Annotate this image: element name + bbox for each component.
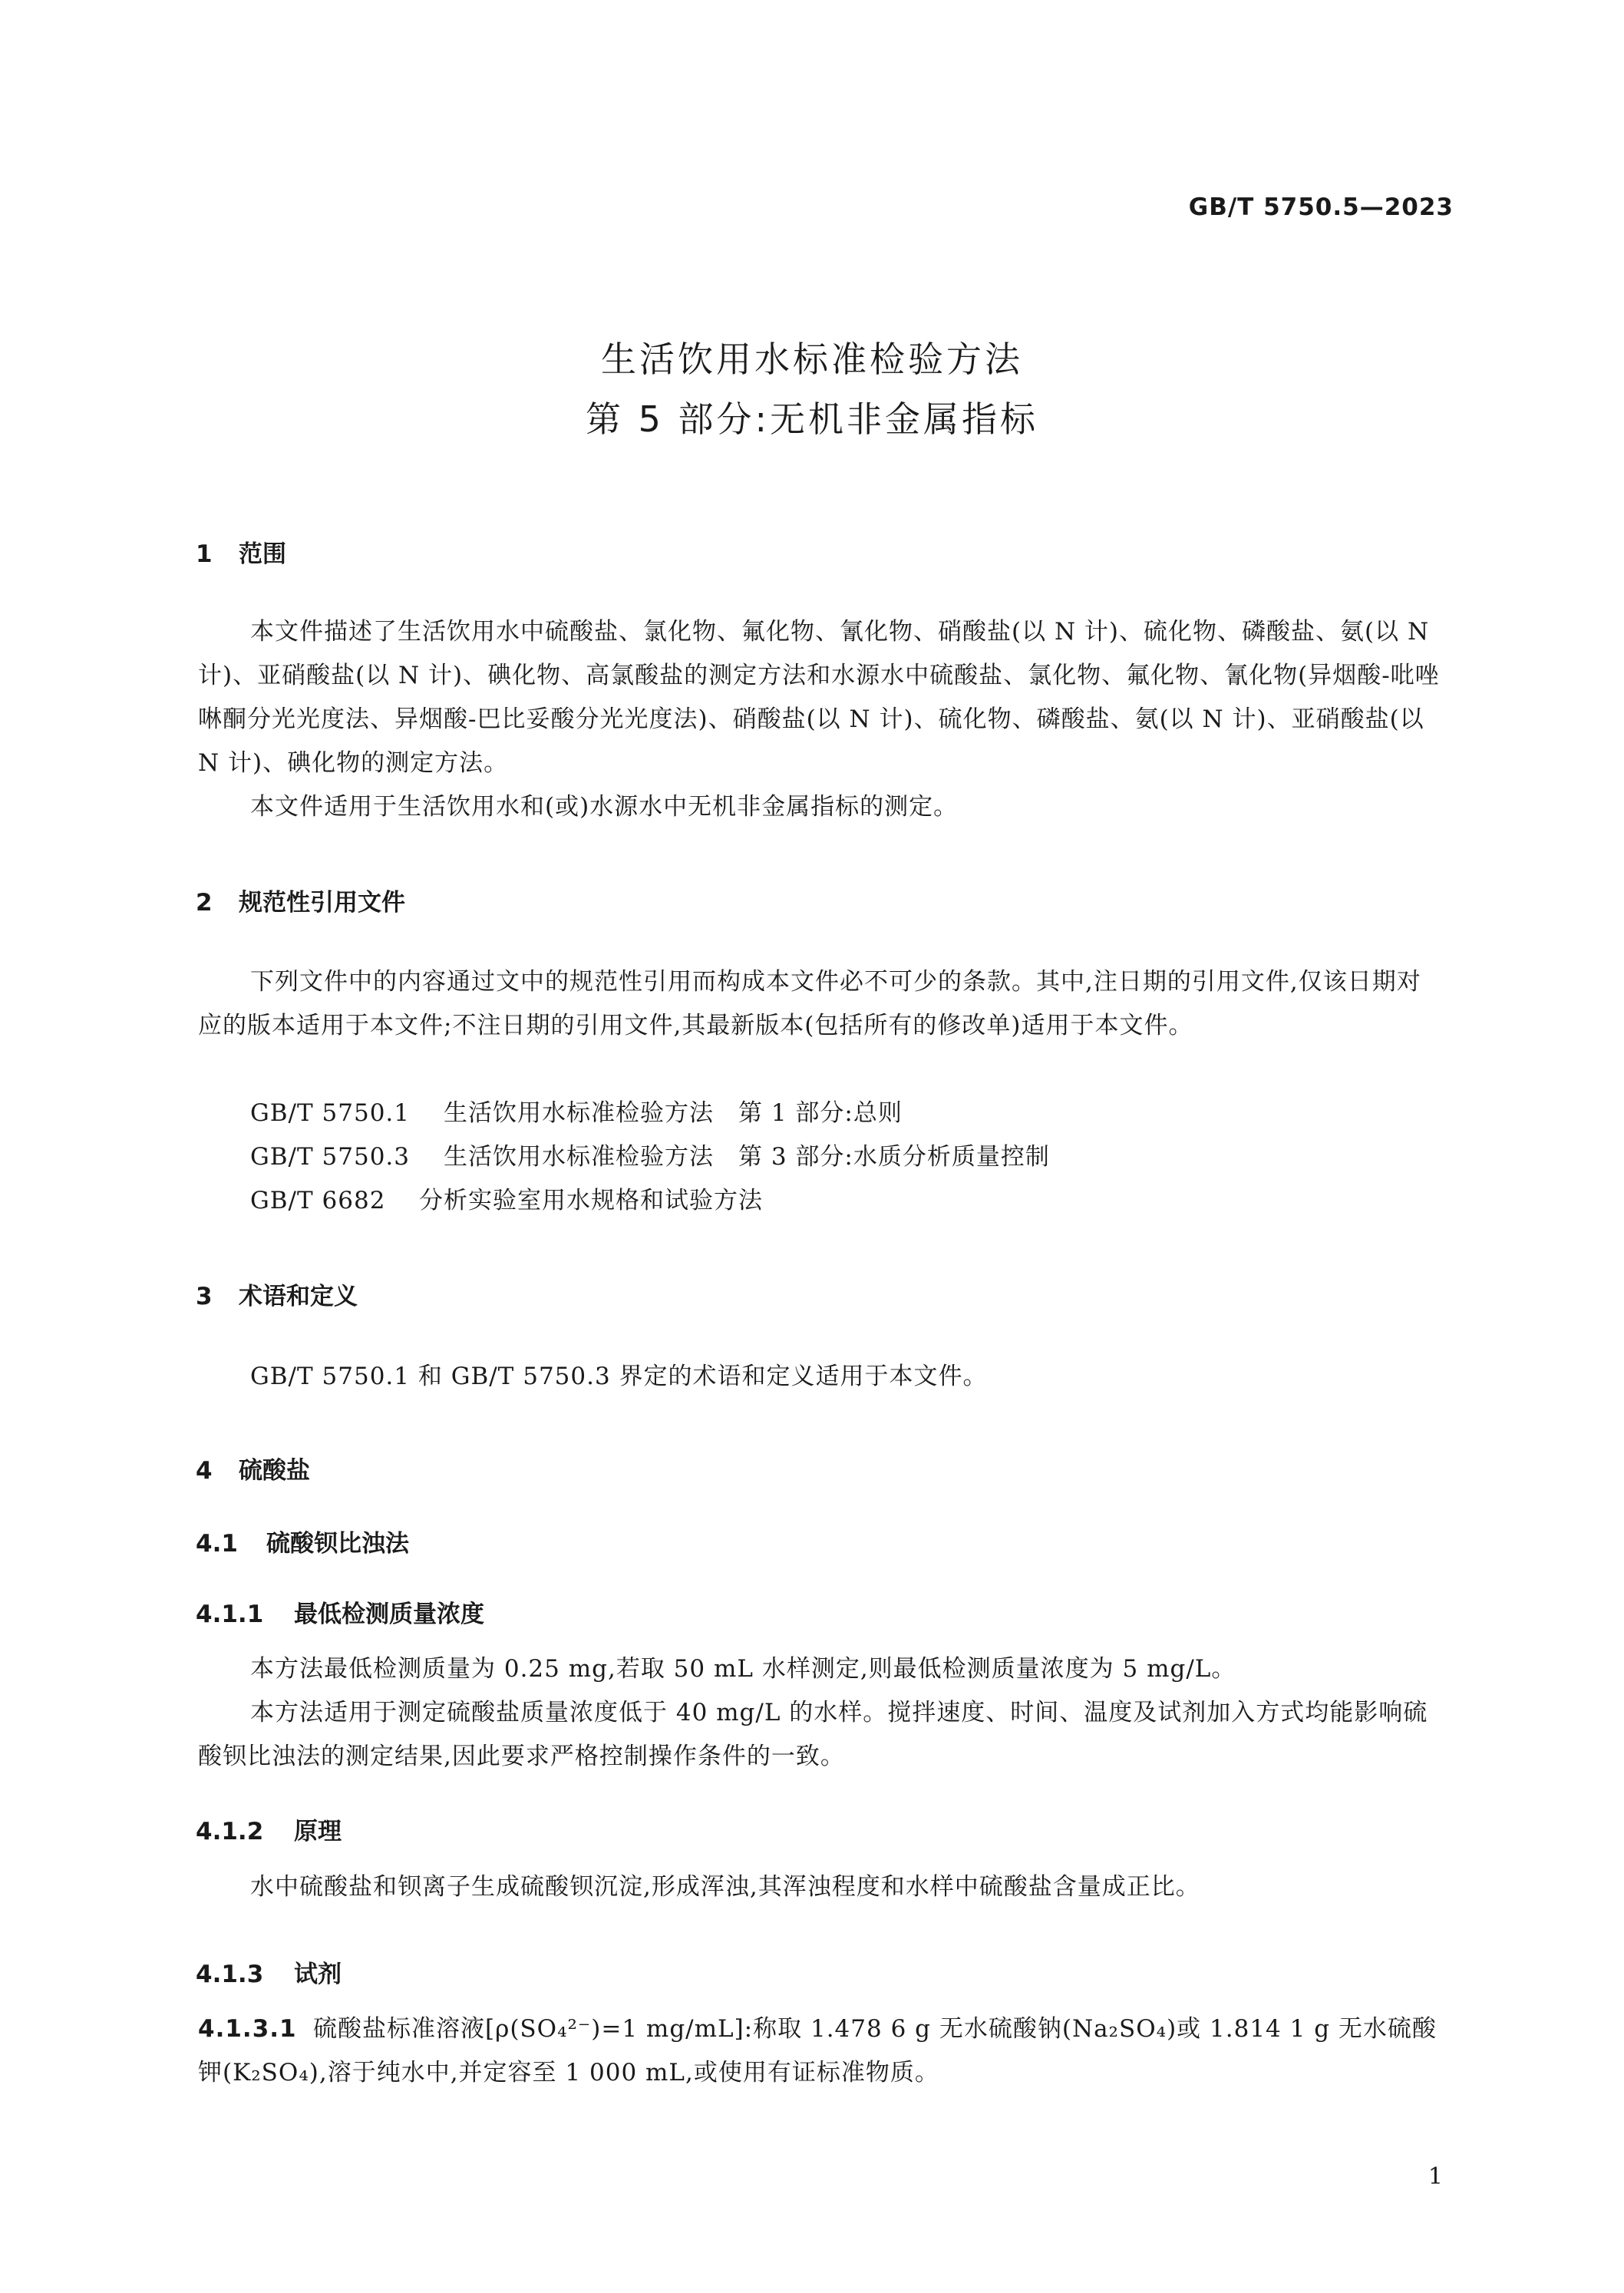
document-subtitle: 第 5 部分:无机非金属指标	[585, 398, 1038, 440]
section-number: 4.1.2	[196, 1818, 264, 1845]
section-heading-3	[196, 1277, 358, 1311]
section-heading-1	[196, 534, 286, 569]
clause-text: 硫酸盐标准溶液[ρ(SO₄²⁻)=1 mg/mL]:称取 1.478 6 g 无水硫酸钠(Na₂SO₄)或 1.814 1 g 无水硫酸钾(K₂SO₄),溶于纯水中,并定容至 1 000 mL,或使用有证标准物质。	[198, 2015, 1437, 2086]
section-heading-2	[196, 883, 405, 917]
section-number: 2	[196, 889, 213, 917]
section-heading-4	[196, 1451, 310, 1485]
section-number: 4.1	[196, 1530, 238, 1558]
section-number: 1	[196, 540, 213, 568]
standard-code: GB/T 5750.5—2023	[1188, 193, 1454, 221]
page-number: 1	[1428, 2163, 1443, 2190]
clause-number: 4.1.3.1	[198, 2015, 297, 2043]
reference-code: GB/T 5750.3	[250, 1143, 410, 1171]
reference-item	[250, 1179, 763, 1223]
reference-title: 生活饮用水标准检验方法 第 3 部分:水质分析质量控制	[444, 1143, 1050, 1171]
reagent-clause	[198, 2007, 1441, 2095]
reference-code: GB/T 6682	[250, 1187, 386, 1214]
section-number: 4.1.3	[196, 1961, 264, 1988]
principle-paragraph: 水中硫酸盐和钡离子生成硫酸钡沉淀,形成浑浊,其浑浊程度和水样中硫酸盐含量成正比。	[250, 1873, 1200, 1901]
subsection-heading-4-1	[196, 1524, 409, 1558]
reference-title: 生活饮用水标准检验方法 第 1 部分:总则	[444, 1099, 903, 1127]
section-title: 规范性引用文件	[239, 889, 405, 917]
terms-paragraph: GB/T 5750.1 和 GB/T 5750.3 界定的术语和定义适用于本文件。	[250, 1363, 988, 1390]
normative-references-paragraph: 下列文件中的内容通过文中的规范性引用而构成本文件必不可少的条款。其中,注日期的引用文件,仅该日期对应的版本适用于本文件;不注日期的引用文件,其最新版本(包括所有的修改单)适用于本文件。	[198, 968, 1421, 1039]
section-title: 原理	[294, 1818, 342, 1845]
subsection-heading-4-1-3	[196, 1954, 342, 1989]
reference-code: GB/T 5750.1	[250, 1099, 410, 1127]
document-title: 生活饮用水标准检验方法	[601, 339, 1023, 380]
section-title: 试剂	[294, 1961, 342, 1988]
subsection-heading-4-1-1	[196, 1594, 484, 1629]
detection-limit-paragraph: 本方法最低检测质量为 0.25 mg,若取 50 mL 水样测定,则最低检测质量浓度为 5 mg/L。	[250, 1655, 1236, 1683]
section-title: 硫酸钡比浊法	[266, 1530, 409, 1558]
section-title: 术语和定义	[239, 1283, 358, 1310]
scope-paragraph: 本文件描述了生活饮用水中硫酸盐、氯化物、氟化物、氰化物、硝酸盐(以 N 计)、硫化物、磷酸盐、氨(以 N 计)、亚硝酸盐(以 N 计)、碘化物、高氯酸盐的测定方法和水源水中硫酸盐、氯化物、氟化物、氰化物(异烟酸-吡唑啉酮分光光度法、异烟酸-巴比妥酸分光光度法)、硝酸盐(以 N 计)、硫化物、磷酸盐、氨(以 N 计)、亚硝酸盐(以 N 计)、碘化物的测定方法。	[198, 618, 1440, 777]
scope-applicability-paragraph: 本文件适用于生活饮用水和(或)水源水中无机非金属指标的测定。	[250, 793, 959, 821]
applicability-paragraph: 本方法适用于测定硫酸盐质量浓度低于 40 mg/L 的水样。搅拌速度、时间、温度及试剂加入方式均能影响硫酸钡比浊法的测定结果,因此要求严格控制操作条件的一致。	[198, 1699, 1428, 1770]
section-number: 3	[196, 1283, 213, 1310]
section-title: 硫酸盐	[239, 1457, 310, 1485]
section-title: 最低检测质量浓度	[294, 1601, 484, 1628]
subsection-heading-4-1-2	[196, 1812, 342, 1846]
reference-item	[250, 1135, 1050, 1179]
section-number: 4.1.1	[196, 1601, 264, 1628]
reference-item	[250, 1092, 903, 1135]
section-title: 范围	[239, 540, 286, 568]
section-number: 4	[196, 1457, 213, 1485]
reference-title: 分析实验室用水规格和试验方法	[419, 1187, 763, 1214]
